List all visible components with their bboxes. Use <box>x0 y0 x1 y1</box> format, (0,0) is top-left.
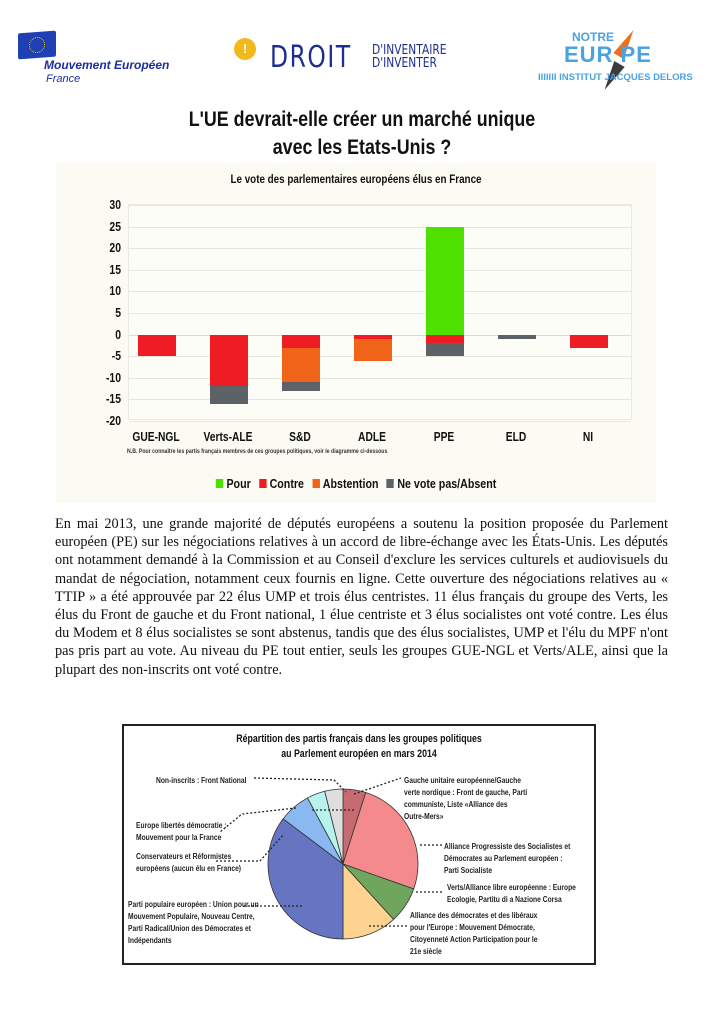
gridline <box>129 313 631 314</box>
bar-segment-ne-vote-pas-absent <box>426 343 464 356</box>
pie-label-verts: Verts/Alliance libre européenne : Europe Ecologie, Partitu di a Nazione Corsa <box>447 882 576 904</box>
pie-label-sd: Alliance Progressiste des Socialistes et Démocrates au Parlement européen : Parti Socialiste <box>444 841 571 875</box>
title-line-2: avec les Etats-Unis ? <box>272 136 452 159</box>
body-paragraph: En mai 2013, une grande majorité de députés européens a soutenu la position proposée du Parlement européen (PE) sur les négociations relatives à un accord de libre-échange avec les États-Unis. Les députés ont notamment demandé à la Commission et au Conseil d'exclure les services culturels et audiovisuels du mandat de négociation, notamment ceux fournis en ligne. Cette ouverture des négociations relatives au « TTIP » a été approuvée par 22 élus UMP et trois élus centristes. 11 élus français du groupe des Verts, les élus du Front de gauche et du Front national, 1 élue centriste et 3 élus socialistes ont voté contre. Les élus du Modem et 8 élus socialistes se sont abstenus, tandis que des élus socialistes, UMP et l'élu du MPF n'ont pas pris part au vote. Au niveau du PE tout entier, seuls les groupes GUE-NGL et Verts/ALE, ainsi que la plupart des non-inscrits ont voté contre. <box>55 516 668 678</box>
pie-chart-panel <box>122 724 596 965</box>
gridline <box>129 399 631 400</box>
legend-swatch <box>259 479 266 488</box>
pie-label-ecr: Conservateurs et Réformistes européens (aucun élu en France) <box>136 851 242 873</box>
bar-segment-ne-vote-pas-absent <box>498 335 536 339</box>
legend-swatch <box>387 479 394 488</box>
gridline <box>129 291 631 292</box>
pie-label-gue: Gauche unitaire européenne/Gauche verte nordique : Front de gauche, Parti communiste, Liste «Alliance des Outre-Mers» <box>404 775 528 821</box>
y-tick-label: -20 <box>105 413 121 428</box>
page-title <box>54 106 669 162</box>
bar-chart-title: Le vote des parlementaires européens élus en France <box>230 172 482 186</box>
gridline <box>129 227 631 228</box>
logo-ne-line3: IIIIIII INSTITUT JACQUES DELORS <box>538 72 693 83</box>
logo-droit-inventaire <box>232 36 482 84</box>
y-tick-label: 20 <box>109 240 121 256</box>
pie-label-ppe: Parti populaire européen : Union pour un Mouvement Populaire, Nouveau Centre, Parti Radical/Union des Démocrates et Indépendants <box>128 899 259 945</box>
bar-segment-abstention <box>282 348 320 383</box>
title-line-1: L'UE devrait-elle créer un marché unique <box>188 108 536 131</box>
legend-item-pour: Pour <box>216 476 251 491</box>
bar-segment-contre <box>426 335 464 344</box>
y-tick-label: 0 <box>115 326 121 342</box>
pie-label-eld: Europe libertés démocratie : Mouvement pour la France <box>136 820 227 842</box>
legend-swatch <box>312 479 319 488</box>
bar-segment-ne-vote-pas-absent <box>210 386 248 403</box>
bar-chart-plot <box>105 197 632 428</box>
chart-legend <box>56 476 656 491</box>
logo-ne-line1: NOTRE <box>572 30 614 44</box>
y-tick-label: 25 <box>109 218 121 234</box>
y-tick-label: -10 <box>105 369 121 385</box>
y-tick-label: 10 <box>109 283 121 299</box>
chart-note: N.B. Pour connaître les partis français membres de ces groupes politiques, voir le diagramme ci-dessous <box>127 448 388 455</box>
bar-segment-pour <box>426 227 464 335</box>
bar-chart-panel <box>56 163 656 503</box>
x-axis-label: Verts-ALE <box>203 430 253 444</box>
gridline <box>129 270 631 271</box>
bar-segment-contre <box>570 335 608 348</box>
pie-chart-title: Répartition des partis français dans les groupes politiques au Parlement européen en mars 2014 <box>236 733 482 760</box>
y-tick-label: 30 <box>109 197 121 212</box>
logo-me-subtitle: France <box>46 73 81 85</box>
legend-item-contre: Contre <box>259 476 304 491</box>
legend-item-abstention: Abstention <box>312 476 378 491</box>
legend-item-absent: Ne vote pas/Absent <box>387 476 497 491</box>
y-tick-label: 15 <box>109 261 121 277</box>
bar-segment-contre <box>282 335 320 348</box>
eu-flag-icon <box>18 31 56 60</box>
logo-me-title: Mouvement Européen <box>44 58 170 72</box>
y-tick-label: -15 <box>105 391 121 407</box>
bar-segment-abstention <box>354 339 392 361</box>
bar-segment-contre <box>138 335 176 357</box>
gridline <box>129 248 631 249</box>
gridline <box>129 421 631 422</box>
x-axis-label: ADLE <box>358 430 386 444</box>
y-tick-label: 5 <box>115 305 121 320</box>
bar-segment-contre <box>210 335 248 387</box>
logo-notre-europe <box>530 26 715 98</box>
y-tick-label: -5 <box>111 348 121 364</box>
x-axis-label: PPE <box>433 430 455 444</box>
gridline <box>129 205 631 206</box>
logo-mouvement-europeen <box>14 30 199 90</box>
pie-label-adle: Alliance des démocrates et des libéraux pour l'Europe : Mouvement Démocrate, Citoyenneté Action Participation pour le 21e siècle <box>410 910 538 956</box>
bar-segment-ne-vote-pas-absent <box>282 382 320 391</box>
logo-droit-sub: D'INVENTAIRE D'INVENTER <box>372 43 447 71</box>
x-axis-label: NI <box>582 430 594 444</box>
x-axis-label: S&D <box>289 430 311 444</box>
pie-label-ni: Non-inscrits : Front National <box>156 775 247 785</box>
exclamation-bubble-icon: ! <box>234 38 256 60</box>
x-axis-label: ELD <box>505 430 527 444</box>
legend-swatch <box>216 479 223 488</box>
logo-ne-line2: EUR PE <box>564 42 652 67</box>
logo-droit-main: DROIT <box>270 40 352 75</box>
x-axis-label: GUE-NGL <box>132 430 180 444</box>
gridline <box>129 378 631 379</box>
